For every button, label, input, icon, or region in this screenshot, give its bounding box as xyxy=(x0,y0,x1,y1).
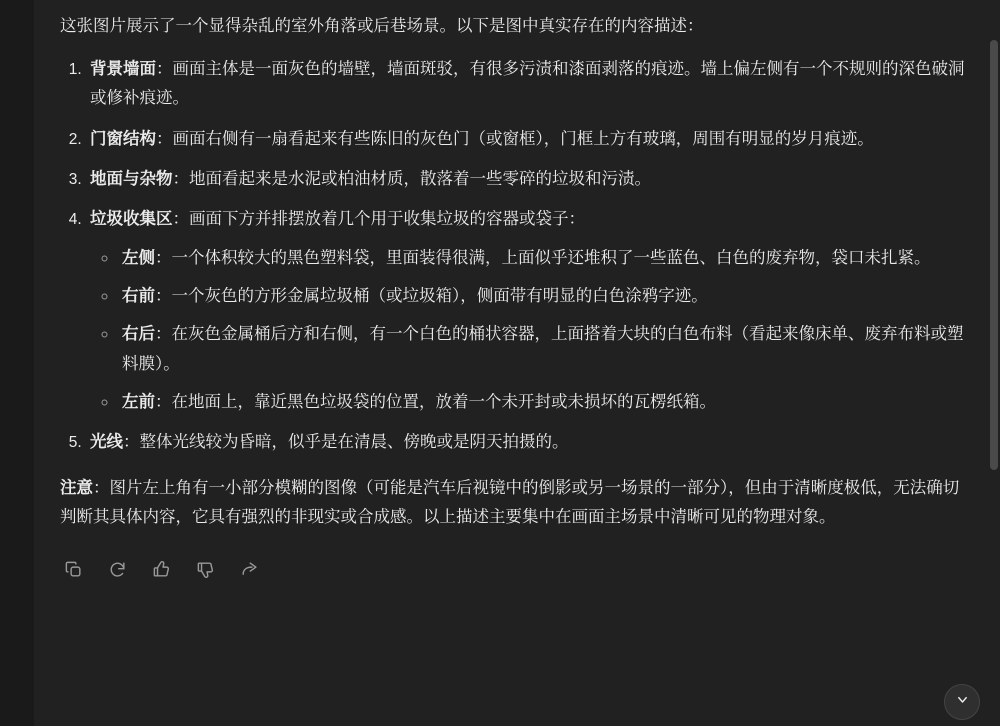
thumbs-up-icon[interactable] xyxy=(150,559,172,581)
list-item-title: 地面与杂物 xyxy=(90,169,173,188)
scrollbar-thumb[interactable] xyxy=(990,40,998,470)
intro-paragraph: 这张图片展示了一个显得杂乱的室外角落或后巷场景。以下是图中真实存在的内容描述： xyxy=(60,17,704,35)
note-body: ：图片左上角有一小部分模糊的图像（可能是汽车后视镜中的倒影或另一场景的一部分），但由于清晰度极低，无法确切判断其具体内容，它具有强烈的非现实或合成感。以上描述主要集中在画面主场景中清晰可见的物理对象。 xyxy=(60,478,960,527)
sub-list-item-title: 左侧 xyxy=(122,248,155,267)
sub-description-list xyxy=(90,244,966,418)
message-content xyxy=(34,0,976,726)
list-item xyxy=(86,55,966,114)
list-item-body: ：地面看起来是水泥或柏油材质，散落着一些零碎的垃圾和污渍。 xyxy=(172,169,651,188)
thumbs-down-icon[interactable] xyxy=(194,559,216,581)
list-item xyxy=(86,125,966,154)
list-item xyxy=(86,428,966,457)
list-item-title: 门窗结构 xyxy=(90,129,156,148)
list-item-body: ：画面主体是一面灰色的墙壁，墙面斑驳，有很多污渍和漆面剥落的痕迹。墙上偏左侧有一个不规则的深色破洞或修补痕迹。 xyxy=(90,59,965,108)
sub-list-item-body: ：一个体积较大的黑色塑料袋，里面装得很满，上面似乎还堆积了一些蓝色、白色的废弃物，袋口未扎紧。 xyxy=(155,248,931,267)
share-icon[interactable] xyxy=(238,559,260,581)
sub-list-item xyxy=(118,244,966,273)
note-label: 注意 xyxy=(60,478,93,497)
copy-icon[interactable] xyxy=(62,559,84,581)
list-item xyxy=(86,205,966,417)
message-action-toolbar xyxy=(60,555,966,585)
sub-list-item-body: ：一个灰色的方形金属垃圾桶（或垃圾箱），侧面带有明显的白色涂鸦字迹。 xyxy=(155,287,708,306)
sub-list-item-body: ：在地面上，靠近黑色垃圾袋的位置，放着一个未开封或未损坏的瓦楞纸箱。 xyxy=(155,393,716,412)
sub-list-item-title: 右前 xyxy=(122,287,155,306)
list-item-title: 光线 xyxy=(90,433,123,452)
sub-list-item-body: ：在灰色金属桶后方和右侧，有一个白色的桶状容器，上面搭着大块的白色布料（看起来像床单、废弃布料或塑料膜）。 xyxy=(122,325,964,373)
sub-list-item-title: 右后 xyxy=(122,325,155,344)
chevron-down-icon xyxy=(955,692,970,712)
left-gutter xyxy=(0,0,34,726)
sub-list-item xyxy=(118,388,966,417)
note-paragraph xyxy=(60,474,966,533)
sub-list-item xyxy=(118,282,966,311)
sub-list-item-title: 左前 xyxy=(122,393,155,412)
list-item-body: ：画面右侧有一扇看起来有些陈旧的灰色门（或窗框），门框上方有玻璃，周围有明显的岁月痕迹。 xyxy=(156,129,874,148)
list-item-body: ：整体光线较为昏暗，似乎是在清晨、傍晚或是阴天拍摄的。 xyxy=(123,433,569,452)
list-item-title: 垃圾收集区 xyxy=(90,210,173,229)
list-item-body: ：画面下方并排摆放着几个用于收集垃圾的容器或袋子： xyxy=(172,210,585,229)
list-item-title: 背景墙面 xyxy=(90,59,156,78)
list-item xyxy=(86,165,966,194)
description-list xyxy=(60,55,966,458)
scroll-to-bottom-button[interactable] xyxy=(944,684,980,720)
regenerate-icon[interactable] xyxy=(106,559,128,581)
scrollbar[interactable] xyxy=(988,0,1000,726)
sub-list-item xyxy=(118,320,966,379)
